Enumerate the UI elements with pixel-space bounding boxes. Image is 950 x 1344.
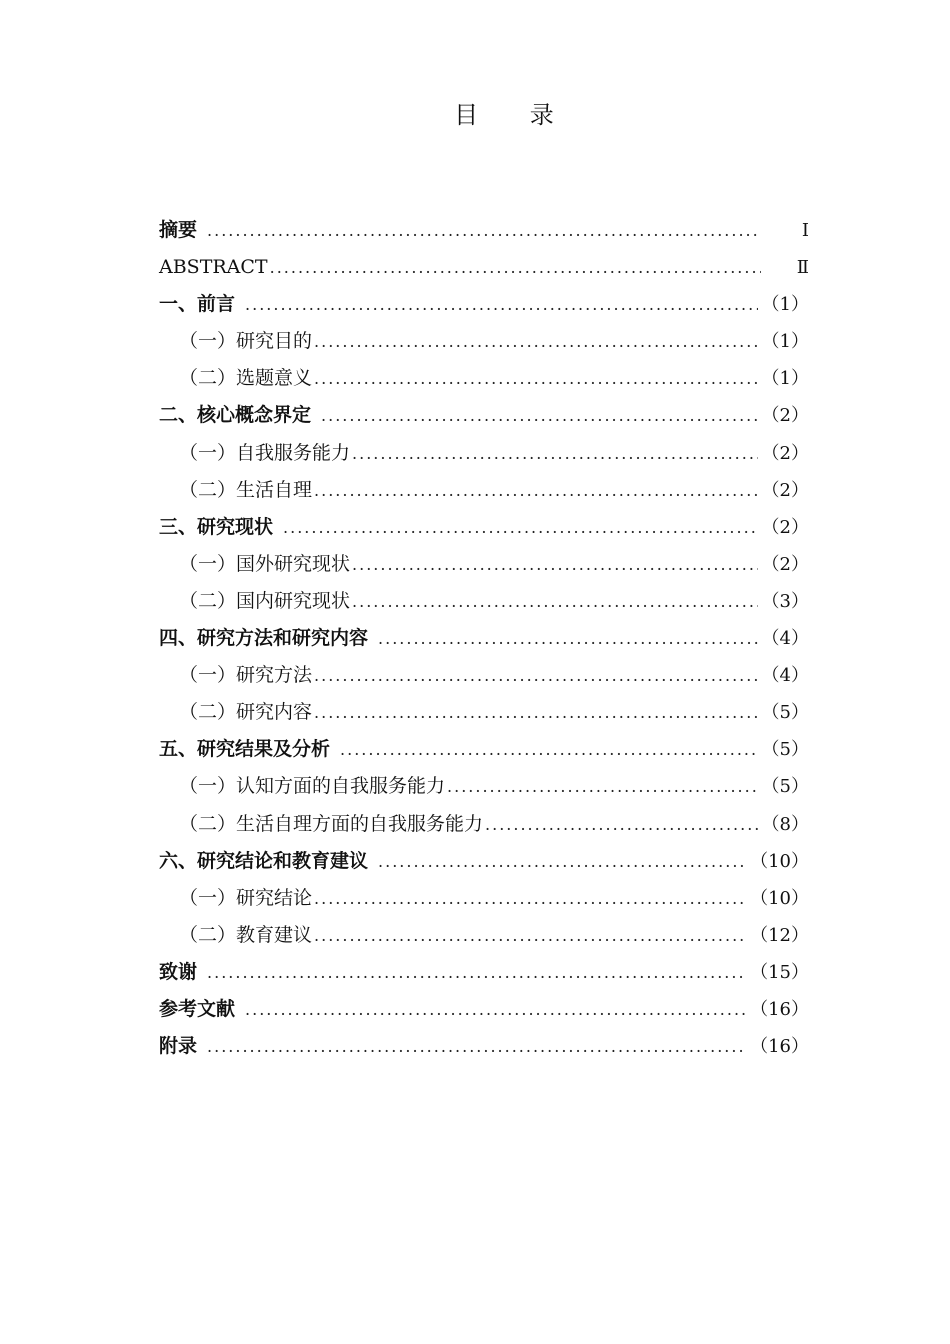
toc-entry-label: （一）国外研究现状 — [179, 552, 351, 575]
dot-leader — [207, 954, 746, 991]
toc-entry[interactable] — [159, 323, 809, 360]
toc-entry[interactable] — [159, 472, 809, 509]
toc-entry[interactable] — [159, 249, 809, 286]
toc-entry[interactable] — [159, 360, 809, 397]
dot-leader — [321, 397, 758, 434]
dot-leader — [314, 472, 758, 509]
toc-entry-label: 三、研究现状 — [159, 515, 274, 538]
toc-entry-page: （1） — [761, 368, 809, 390]
dot-leader — [314, 360, 758, 397]
table-of-contents — [159, 212, 809, 1065]
dot-leader — [314, 917, 746, 954]
toc-entry-page: （2） — [761, 479, 809, 501]
toc-entry-label: ABSTRACT — [159, 256, 268, 279]
toc-entry[interactable] — [159, 509, 809, 546]
toc-entry-page: （1） — [761, 331, 809, 353]
dot-leader — [352, 546, 758, 583]
toc-entry-page: Ⅰ — [801, 220, 809, 241]
toc-entry-page: （5） — [761, 776, 809, 798]
toc-entry[interactable] — [159, 694, 809, 731]
toc-entry-label: 四、研究方法和研究内容 — [159, 627, 369, 650]
dot-leader — [314, 657, 758, 694]
dot-leader — [340, 731, 758, 768]
toc-entry-label: （一）研究方法 — [179, 664, 313, 687]
toc-entry-page: （2） — [761, 516, 809, 538]
toc-entry-page: （10） — [750, 850, 809, 872]
toc-entry[interactable] — [159, 397, 809, 434]
toc-entry-page: （3） — [761, 590, 809, 612]
toc-entry[interactable] — [159, 212, 809, 249]
toc-entry[interactable] — [159, 954, 809, 991]
toc-entry[interactable] — [159, 917, 809, 954]
dot-leader — [245, 286, 758, 323]
dot-leader — [270, 249, 761, 286]
toc-entry-label: 二、核心概念界定 — [159, 404, 312, 427]
toc-entry-label: 参考文献 — [159, 997, 236, 1020]
toc-entry-label: （一）研究目的 — [179, 330, 313, 353]
toc-entry-page: （4） — [761, 628, 809, 650]
dot-leader — [485, 806, 758, 843]
toc-entry-label: （一）认知方面的自我服务能力 — [179, 775, 446, 798]
toc-entry[interactable] — [159, 880, 809, 917]
toc-entry[interactable] — [159, 435, 809, 472]
dot-leader — [314, 694, 758, 731]
dot-leader — [352, 583, 758, 620]
toc-entry-page: Ⅱ — [796, 257, 809, 279]
toc-entry[interactable] — [159, 768, 809, 805]
toc-entry-label: （二）生活自理 — [179, 478, 313, 501]
dot-leader — [314, 880, 746, 917]
toc-entry-page: （15） — [750, 961, 809, 983]
toc-entry[interactable] — [159, 806, 809, 843]
toc-entry-label: 五、研究结果及分析 — [159, 738, 331, 761]
dot-leader — [207, 212, 761, 249]
toc-entry-label: （二）选题意义 — [179, 367, 313, 390]
toc-entry[interactable] — [159, 1028, 809, 1065]
toc-entry-label: （二）国内研究现状 — [179, 589, 351, 612]
toc-entry[interactable] — [159, 583, 809, 620]
dot-leader — [207, 1028, 746, 1065]
toc-entry-page: （2） — [761, 553, 809, 575]
toc-entry[interactable] — [159, 657, 809, 694]
toc-entry-page: （8） — [761, 813, 809, 835]
page-title: 目 录 — [454, 101, 576, 129]
dot-leader — [378, 620, 758, 657]
toc-entry-page: （5） — [761, 702, 809, 724]
toc-entry-page: （5） — [761, 739, 809, 761]
toc-entry[interactable] — [159, 620, 809, 657]
dot-leader — [314, 323, 758, 360]
dot-leader — [447, 768, 758, 805]
toc-entry-page: （2） — [761, 405, 809, 427]
toc-entry-label: （二）研究内容 — [179, 701, 313, 724]
toc-entry-label: 六、研究结论和教育建议 — [159, 849, 369, 872]
toc-entry-label: 一、前言 — [159, 293, 236, 316]
dot-leader — [352, 435, 758, 472]
toc-entry[interactable] — [159, 286, 809, 323]
toc-entry[interactable] — [159, 731, 809, 768]
dot-leader — [283, 509, 758, 546]
toc-entry[interactable] — [159, 843, 809, 880]
toc-entry-label: 摘要 — [159, 219, 198, 241]
toc-entry-page: （16） — [750, 998, 809, 1020]
toc-entry-page: （2） — [761, 442, 809, 464]
toc-entry-page: （12） — [750, 924, 809, 946]
toc-entry-label: （二）生活自理方面的自我服务能力 — [179, 812, 484, 835]
toc-entry-page: （1） — [761, 294, 809, 316]
toc-entry-label: （二）教育建议 — [179, 923, 313, 946]
toc-entry-label: 致谢 — [159, 960, 198, 983]
toc-entry-page: （10） — [750, 887, 809, 909]
toc-entry-page: （4） — [761, 665, 809, 687]
toc-entry-label: （一）研究结论 — [179, 886, 313, 909]
toc-entry[interactable] — [159, 991, 809, 1028]
dot-leader — [378, 843, 746, 880]
toc-entry-label: （一）自我服务能力 — [179, 441, 351, 464]
dot-leader — [245, 991, 746, 1028]
toc-entry-label: 附录 — [159, 1035, 198, 1058]
toc-entry-page: （16） — [750, 1036, 809, 1058]
toc-entry[interactable] — [159, 546, 809, 583]
